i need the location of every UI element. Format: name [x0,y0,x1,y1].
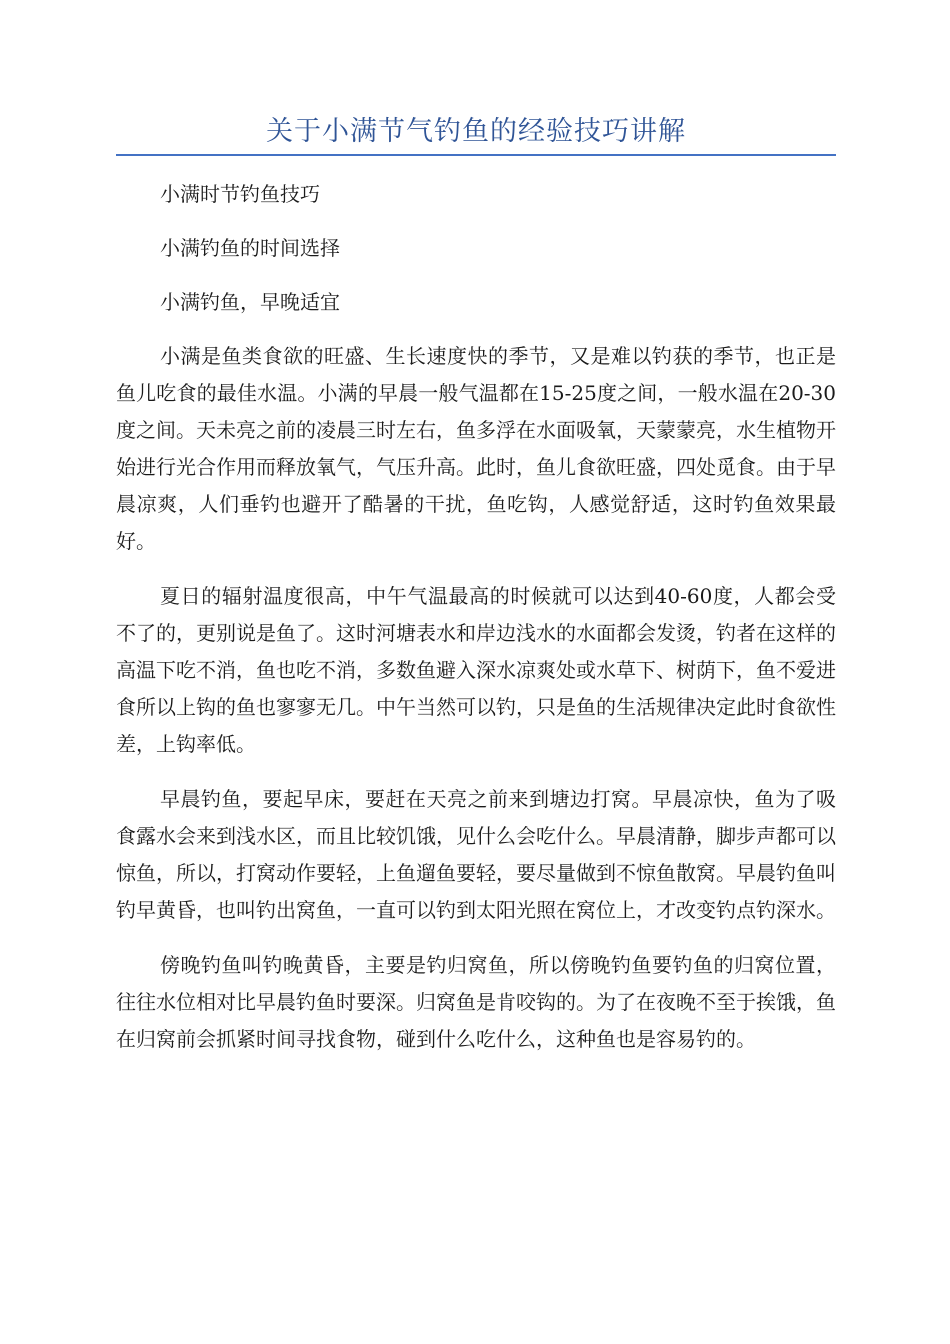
subheading-1: 小满时节钓鱼技巧 [160,182,320,206]
paragraph-1: 小满是鱼类食欲的旺盛、生长速度快的季节，又是难以钓获的季节，也正是鱼儿吃食的最佳水温。小满的早晨一般气温都在15-25度之间，一般水温在20-30度之间。天未亮之前的凌晨三时左右，鱼多浮在水面吸氧，天蒙蒙亮，水生植物开始进行光合作用而释放氧气，气压升高。此时，鱼儿食欲旺盛，四处觅食。由于早晨凉爽，人们垂钓也避开了酷暑的干扰，鱼吃钩，人感觉舒适，这时钓鱼效果最好。 [116,344,836,553]
subheading-3: 小满钓鱼，早晚适宜 [160,290,340,314]
paragraph-3: 早晨钓鱼，要起早床，要赶在天亮之前来到塘边打窝。早晨凉快，鱼为了吸食露水会来到浅水区，而且比较饥饿，见什么会吃什么。早晨清静，脚步声都可以惊鱼，所以，打窝动作要轻，上鱼遛鱼要轻，要尽量做到不惊鱼散窝。早晨钓鱼叫钓早黄昏，也叫钓出窝鱼，一直可以钓到太阳光照在窝位上，才改变钓点钓深水。 [116,787,836,922]
document-body [116,176,836,1076]
subheading-2: 小满钓鱼的时间选择 [160,236,340,260]
title-underline [116,154,836,156]
paragraph-4: 傍晚钓鱼叫钓晚黄昏，主要是钓归窝鱼，所以傍晚钓鱼要钓鱼的归窝位置，往往水位相对比早晨钓鱼时要深。归窝鱼是肯咬钩的。为了在夜晚不至于挨饿，鱼在归窝前会抓紧时间寻找食物，碰到什么吃什么，这种鱼也是容易钓的。 [116,953,836,1051]
paragraph-2: 夏日的辐射温度很高，中午气温最高的时候就可以达到40-60度，人都会受不了的，更别说是鱼了。这时河塘表水和岸边浅水的水面都会发烫，钓者在这样的高温下吃不消，鱼也吃不消，多数鱼避入深水凉爽处或水草下、树荫下，鱼不爱进食所以上钩的鱼也寥寥无几。中午当然可以钓，只是鱼的生活规律决定此时食欲性差，上钩率低。 [116,584,836,756]
document-title: 关于小满节气钓鱼的经验技巧讲解 [266,116,686,147]
